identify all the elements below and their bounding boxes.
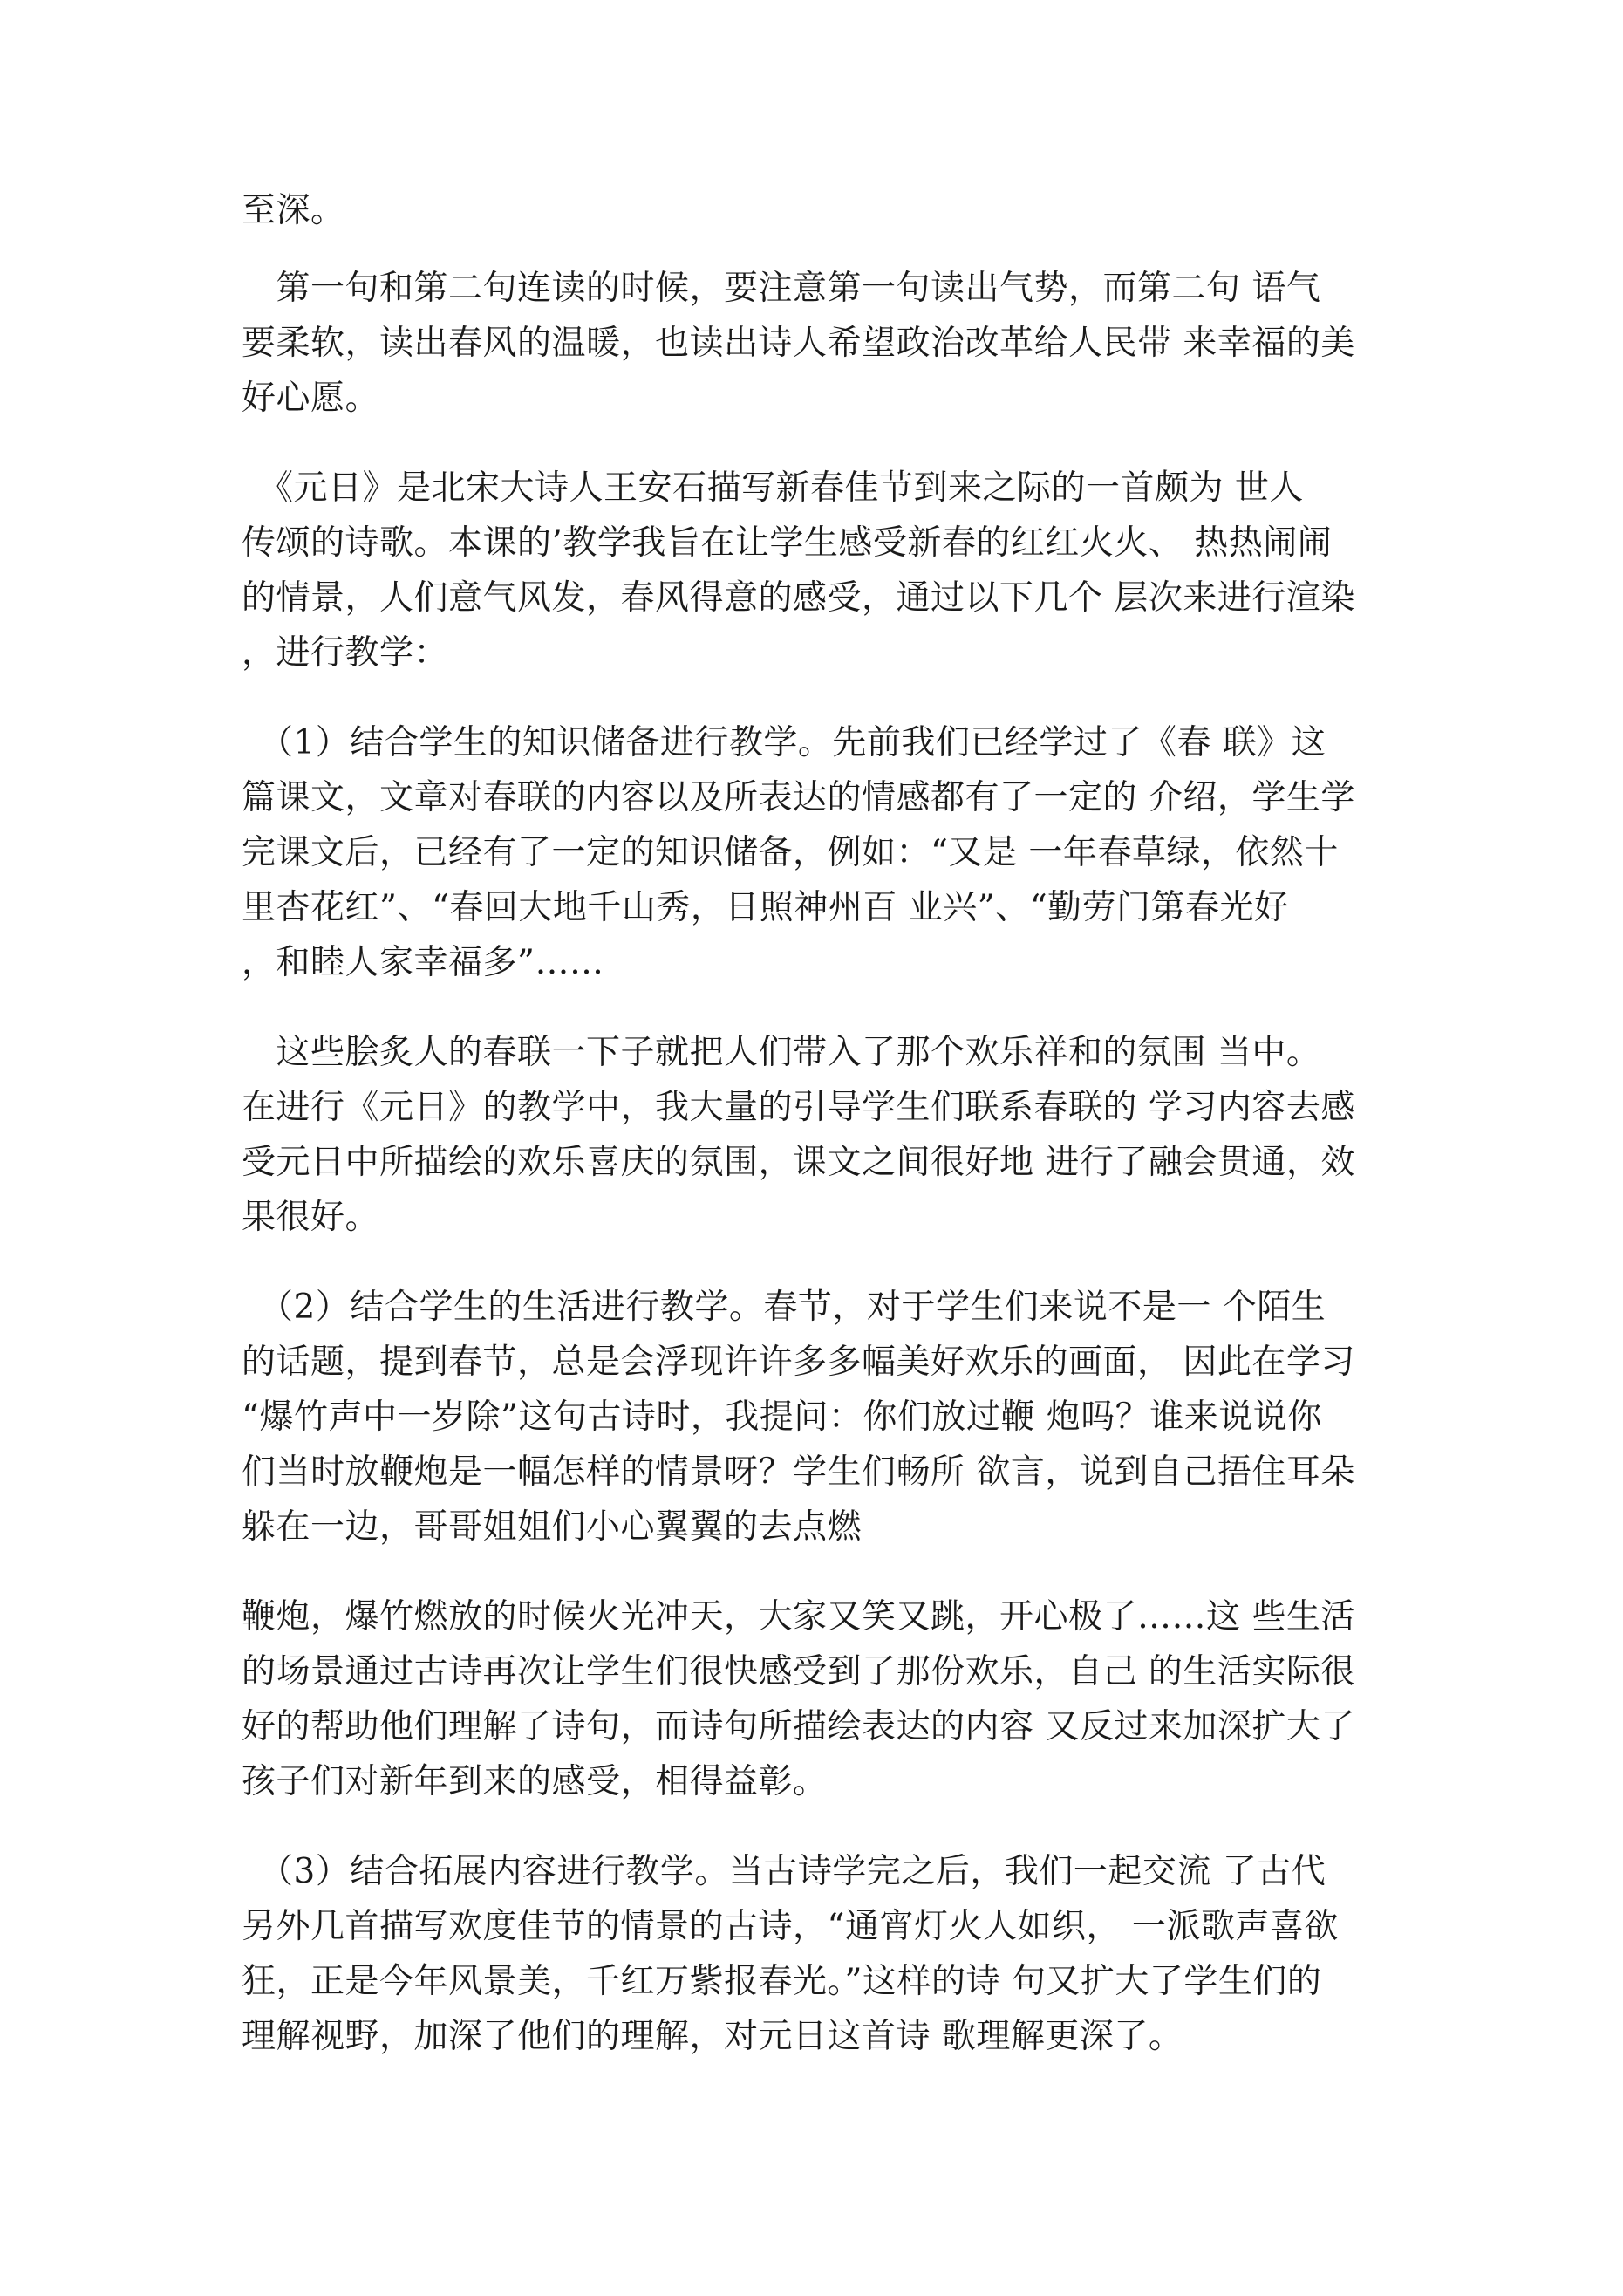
text-line: 至深。 — [242, 191, 345, 230]
text-line: 这些脍炙人的春联一下子就把人们带入了那个欢乐祥和的氛围 当中。 — [242, 1033, 1321, 1072]
text-line: （3）结合拓展内容进行教学。当古诗学完之后，我们一起交流 了古代 — [242, 1852, 1326, 1891]
text-line: 的场景通过古诗再次让学生们很快感受到了那份欢乐，自己 的生活实际很 — [242, 1652, 1355, 1691]
paragraph-7 — [242, 1589, 1401, 1809]
text-line: 要柔软，读出春风的温暖，也读出诗人希望政治改革给人民带 来幸福的美 — [242, 324, 1355, 363]
text-line: 《元日》是北宋大诗人王安石描写新春佳节到来之际的一首颇为 世人 — [242, 468, 1304, 508]
text-line: 另外几首描写欢度佳节的情景的古诗，“通宵灯火人如织， 一派歌声喜欲 — [242, 1907, 1339, 1946]
text-line: 好的帮助他们理解了诗句，而诗句所描绘表达的内容 又反过来加深扩大了 — [242, 1707, 1355, 1746]
text-line: 孩子们对新年到来的感受，相得益彰。 — [242, 1762, 828, 1801]
text-line: 鞭炮，爆竹燃放的时候火光冲天，大家又笑又跳，开心极了……这 些生活 — [242, 1597, 1355, 1637]
text-line: 在进行《元日》的教学中，我大量的引导学生们联系春联的 学习内容去感 — [242, 1088, 1355, 1127]
text-line: 们当时放鞭炮是一幅怎样的情景呀？学生们畅所 欲言，说到自己捂住耳朵 — [242, 1452, 1355, 1492]
paragraph-1 — [242, 183, 1401, 238]
text-line: 好心愿。 — [242, 379, 380, 418]
text-line: ，和睦人家幸福多”…… — [242, 943, 604, 982]
paragraph-8 — [242, 1844, 1401, 2064]
paragraph-3 — [242, 461, 1401, 680]
paragraph-2 — [242, 261, 1401, 426]
text-line: 果很好。 — [242, 1198, 380, 1237]
text-line: 受元日中所描绘的欢乐喜庆的氛围，课文之间很好地 进行了融会贯通，效 — [242, 1143, 1355, 1182]
text-line: 里杏花红”、“春回大地千山秀，日照神州百 业兴”、“勤劳门第春光好 — [242, 888, 1289, 927]
text-line: 完课文后，已经有了一定的知识储备，例如：“又是 一年春草绿，依然十 — [242, 833, 1339, 872]
text-line: 的话题，提到春节，总是会浮现许许多多幅美好欢乐的画面， 因此在学习 — [242, 1343, 1355, 1382]
paragraph-4 — [242, 715, 1401, 990]
text-line: （1）结合学生的知识储备进行教学。先前我们已经学过了《春 联》这 — [242, 723, 1326, 762]
text-line: “爆竹声中一岁除”这句古诗时，我提问：你们放过鞭 炮吗？谁来说说你 — [242, 1397, 1322, 1437]
text-line: 篇课文，文章对春联的内容以及所表达的情感都有了一定的 介绍，学生学 — [242, 778, 1355, 817]
text-line: ，进行教学： — [242, 633, 449, 673]
text-line: 第一句和第二句连读的时候，要注意第一句读出气势，而第二句 语气 — [242, 269, 1321, 308]
document-body — [242, 183, 1401, 2064]
text-line: 的情景，人们意气风发，春风得意的感受，通过以下几个 层次来进行渲染 — [242, 578, 1355, 618]
text-line: 狂，正是今年风景美，千红万紫报春光。”这样的诗 句又扩大了学生们的 — [242, 1962, 1322, 2001]
text-line: （2）结合学生的生活进行教学。春节，对于学生们来说不是一 个陌生 — [242, 1288, 1326, 1327]
paragraph-5 — [242, 1025, 1401, 1245]
paragraph-6 — [242, 1280, 1401, 1555]
text-line: 躲在一边，哥哥姐姐们小心翼翼的去点燃 — [242, 1507, 863, 1547]
text-line: 理解视野，加深了他们的理解，对元日这首诗 歌理解更深了。 — [242, 2017, 1183, 2056]
text-line: 传颂的诗歌。本课的’教学我旨在让学生感受新春的红红火火、 热热闹闹 — [242, 523, 1333, 563]
